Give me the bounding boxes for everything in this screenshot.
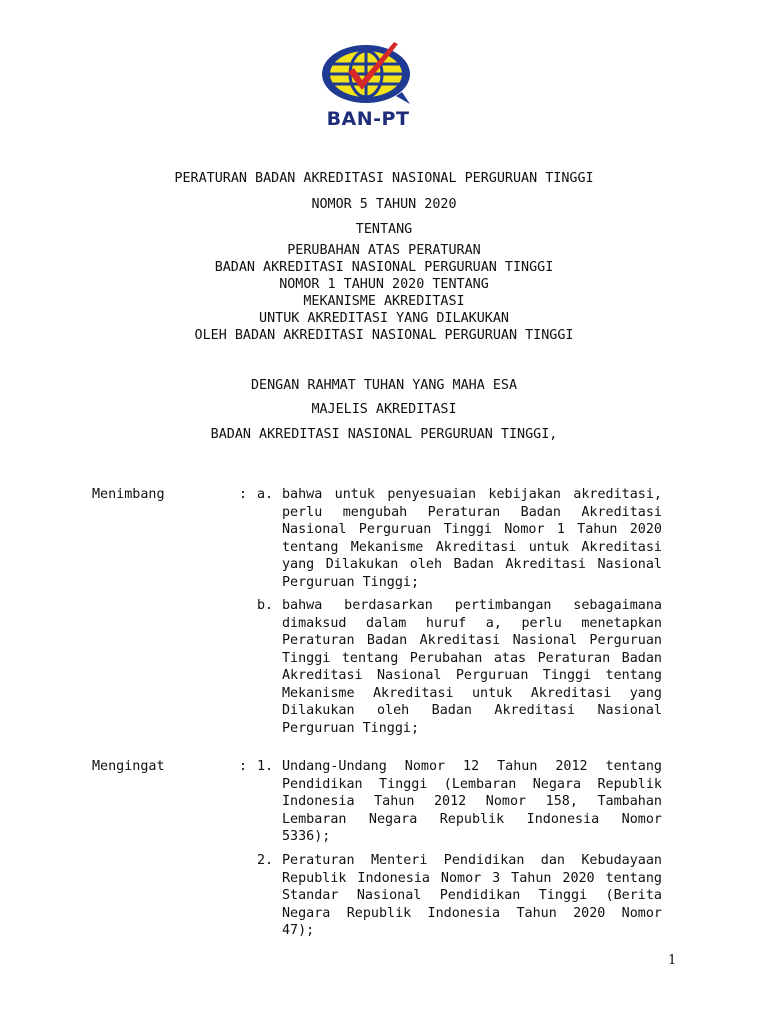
text-line: Undang-Undang Nomor 12 Tahun 2012 tentang xyxy=(282,759,662,774)
subject-line: BADAN AKREDITASI NASIONAL PERGURUAN TINGGI xyxy=(214,260,554,275)
regulation-title: PERATURAN BADAN AKREDITASI NASIONAL PERGURUAN TINGGI xyxy=(174,171,594,186)
preamble-line: BADAN AKREDITASI NASIONAL PERGURUAN TINGGI, xyxy=(210,427,558,442)
item-marker: b. xyxy=(257,598,274,613)
menimbang-colon: : xyxy=(239,487,248,502)
mengingat-item-2 xyxy=(282,852,662,940)
mengingat-item-1 xyxy=(282,758,662,846)
text-line: Nasional Perguruan Tinggi Nomor 1 Tahun 2020 xyxy=(282,522,662,537)
text-line: Republik Indonesia Nomor 3 Tahun 2020 tentang xyxy=(282,870,662,886)
globe-check-icon xyxy=(318,38,418,110)
mengingat-label: Mengingat xyxy=(92,759,165,774)
text-line: Akreditasi Nasional Perguruan Tinggi tentang xyxy=(282,668,662,683)
preamble-line: DENGAN RAHMAT TUHAN YANG MAHA ESA xyxy=(250,378,518,393)
subject-line: OLEH BADAN AKREDITASI NASIONAL PERGURUAN TINGGI xyxy=(194,328,574,343)
preamble-line: MAJELIS AKREDITASI xyxy=(311,402,457,417)
item-marker: 2. xyxy=(257,853,274,868)
logo-text: BAN-PT xyxy=(326,108,410,130)
menimbang-label: Menimbang xyxy=(92,487,165,502)
text-line: Dilakukan oleh Badan Akreditasi Nasional xyxy=(282,703,662,718)
text-line: Mekanisme Akreditasi untuk Akreditasi yang xyxy=(282,685,662,701)
text-line: Tinggi tentang Perubahan atas Peraturan Badan xyxy=(282,650,662,666)
text-line: Perguruan Tinggi; xyxy=(282,720,420,736)
subject-line: UNTUK AKREDITASI YANG DILAKUKAN xyxy=(259,311,509,326)
subject-line: NOMOR 1 TAHUN 2020 TENTANG xyxy=(279,277,489,292)
text-line: Pendidikan Tinggi (Lembaran Negara Republik xyxy=(282,776,662,792)
tentang-heading: TENTANG xyxy=(355,222,413,237)
text-line: perlu mengubah Peraturan Badan Akreditasi xyxy=(282,504,662,520)
regulation-number: NOMOR 5 TAHUN 2020 xyxy=(311,197,457,212)
text-line: Negara Republik Indonesia Tahun 2020 Nomor xyxy=(282,905,662,921)
text-line: Indonesia Tahun 2012 Nomor 158, Tambahan xyxy=(282,794,662,809)
text-line: Lembaran Negara Republik Indonesia Nomor xyxy=(282,811,662,827)
menimbang-item-a xyxy=(282,486,662,591)
text-line: dimaksud dalam huruf a, perlu menetapkan xyxy=(282,615,662,631)
item-marker: 1. xyxy=(257,759,274,774)
subject-line: MEKANISME AKREDITASI xyxy=(303,294,465,309)
page-number: 1 xyxy=(668,953,677,968)
text-line: bahwa berdasarkan pertimbangan sebagaimana xyxy=(282,598,662,613)
subject-line: PERUBAHAN ATAS PERATURAN xyxy=(287,243,481,258)
text-line: tentang Mekanisme Akreditasi untuk Akreditasi xyxy=(282,539,662,555)
text-line: bahwa untuk penyesuaian kebijakan akreditasi, xyxy=(282,487,662,502)
item-marker: a. xyxy=(257,487,274,502)
mengingat-colon: : xyxy=(239,759,248,774)
text-line: yang Dilakukan oleh Badan Akreditasi Nasional xyxy=(282,557,662,572)
menimbang-item-b xyxy=(282,597,662,737)
text-line: 5336); xyxy=(282,829,331,844)
text-line: Peraturan Badan Akreditasi Nasional Perguruan xyxy=(282,633,662,648)
ban-pt-logo xyxy=(318,38,418,138)
text-line: 47); xyxy=(282,923,315,938)
text-line: Standar Nasional Pendidikan Tinggi (Berita xyxy=(282,888,662,903)
text-line: Perguruan Tinggi; xyxy=(282,574,420,590)
text-line: Peraturan Menteri Pendidikan dan Kebudayaan xyxy=(282,853,662,868)
